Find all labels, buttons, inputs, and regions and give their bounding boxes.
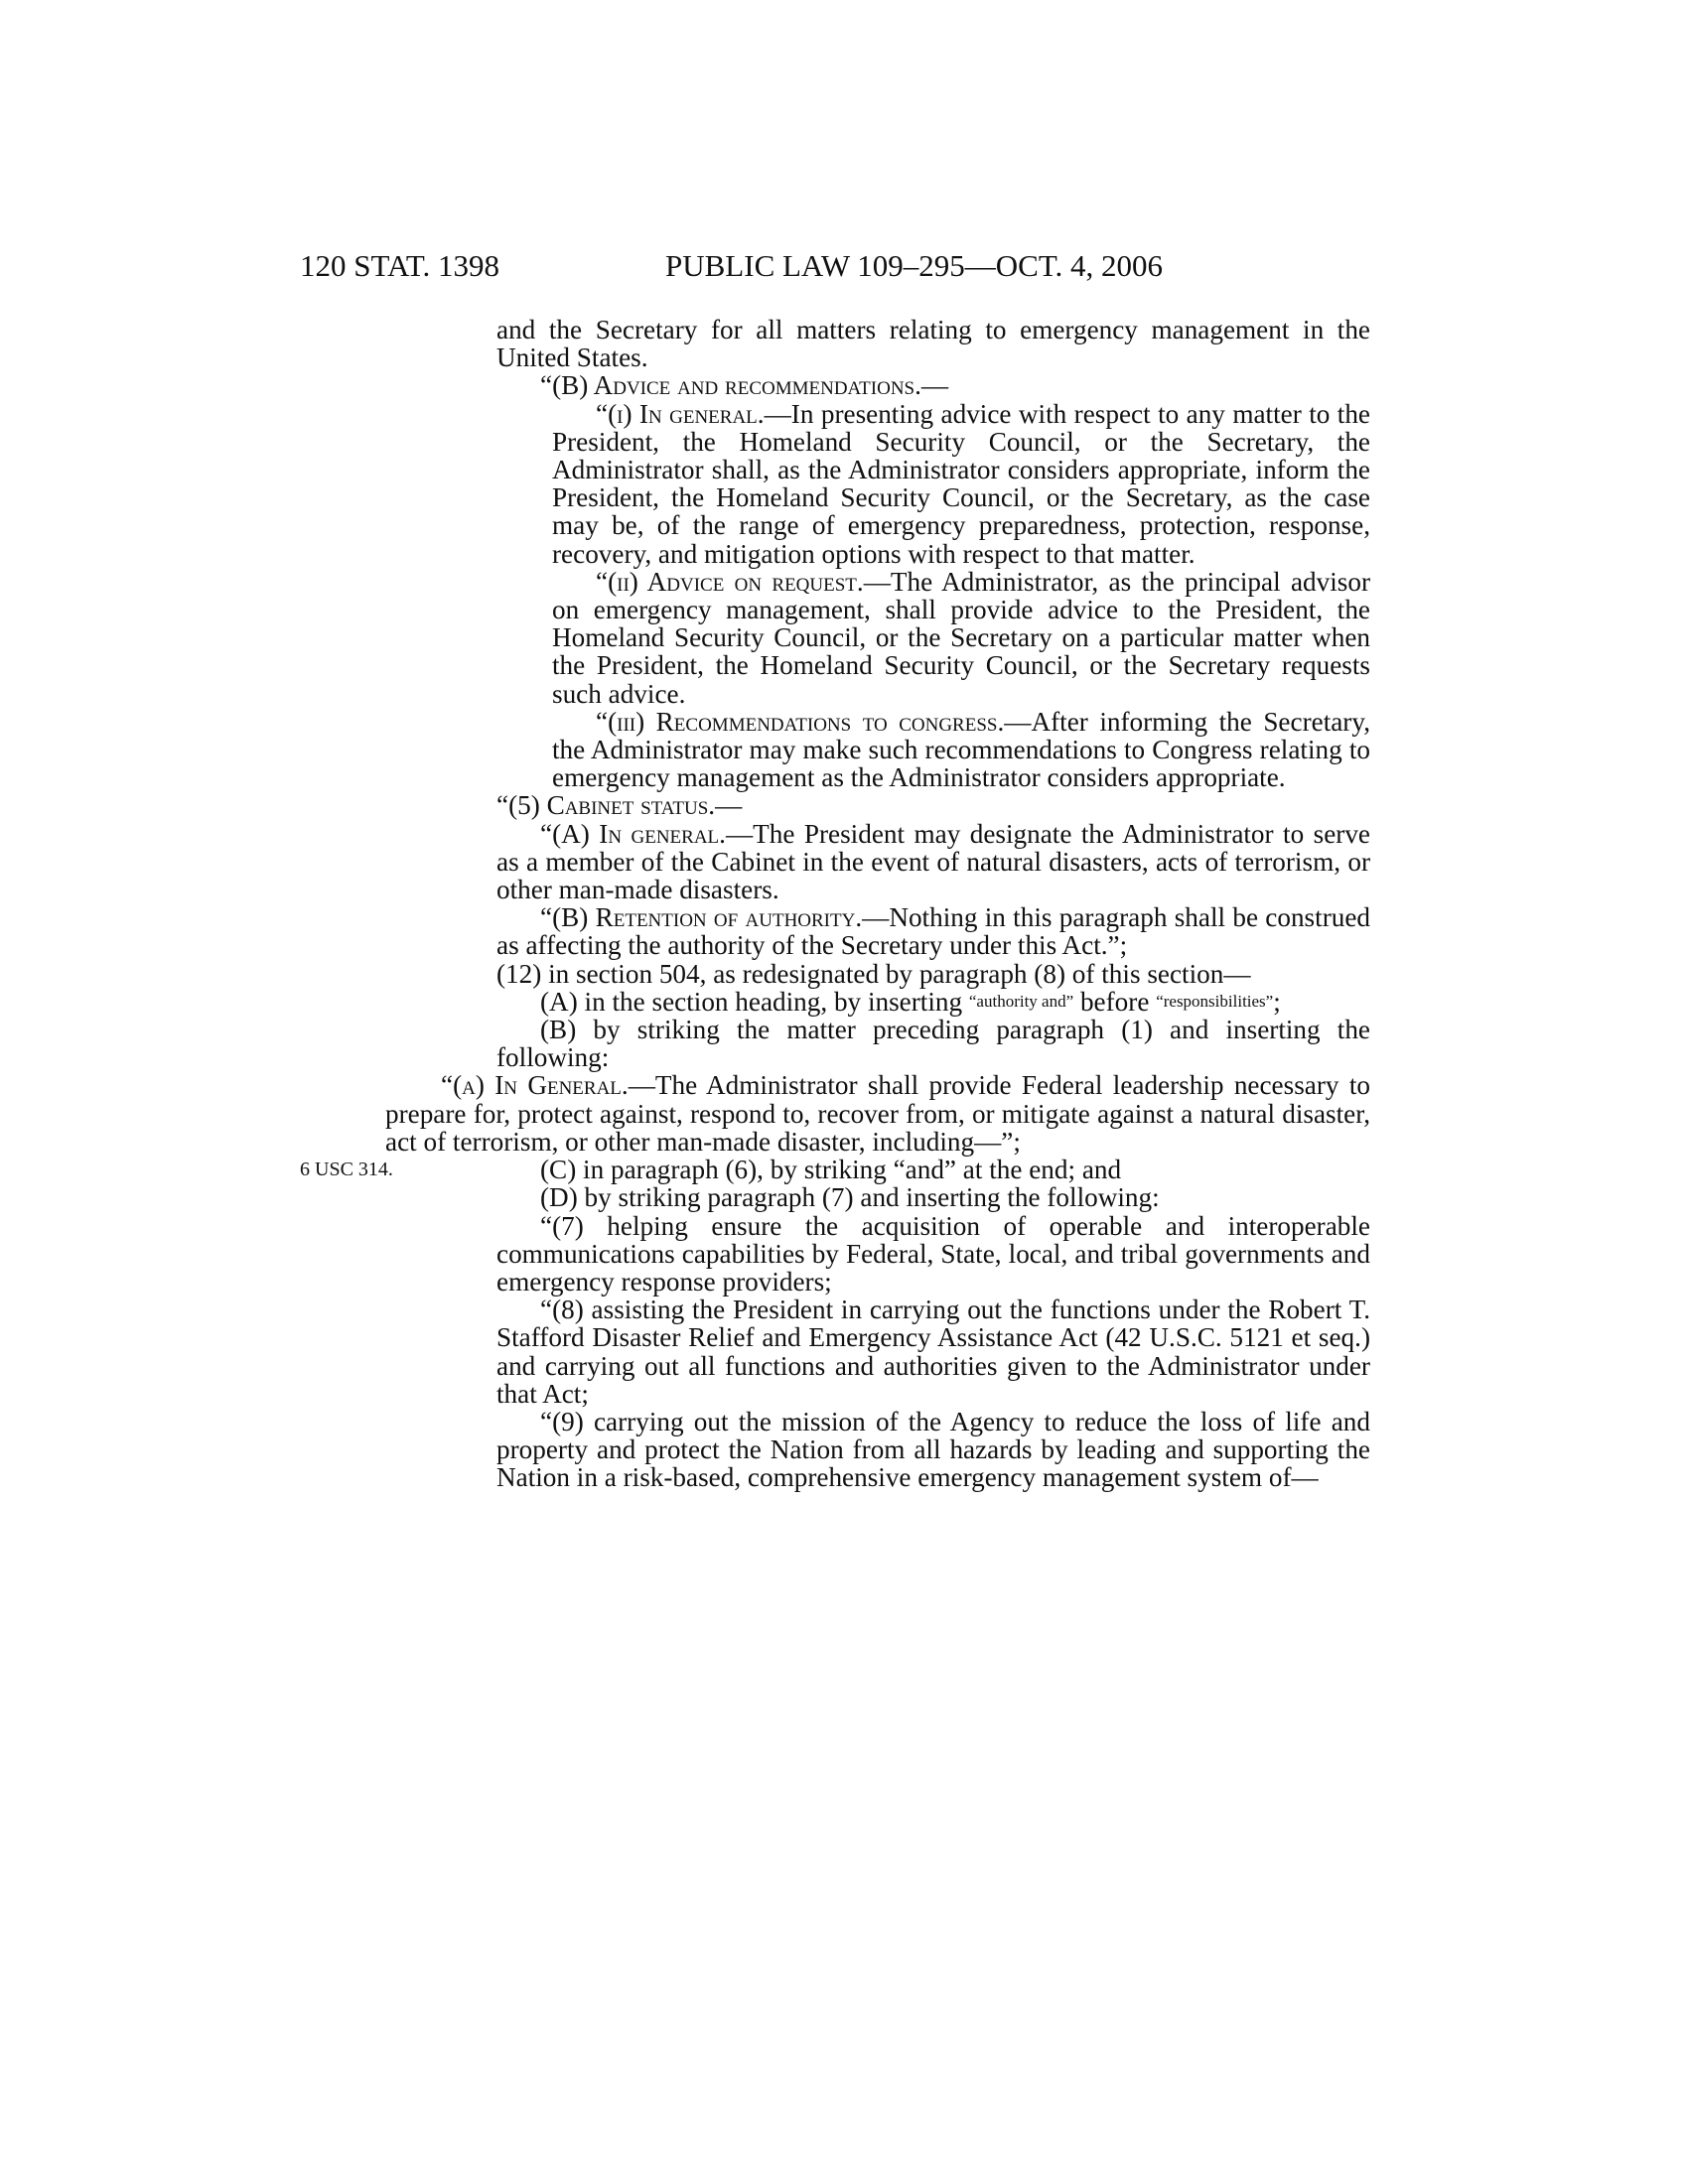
paragraph xyxy=(496,903,1370,959)
margin-citation: 6 USC 314. xyxy=(300,1159,393,1180)
paragraph xyxy=(496,988,1370,1016)
paragraph: “(9) carrying out the mission of the Agency to reduce the loss of life and property and protect the Nation from all hazards by leading and supporting the Nation in a risk-based, comprehensive emergency management system of— xyxy=(496,1406,1370,1493)
subsection-heading xyxy=(496,371,1370,399)
paragraph: (B) by striking the matter preceding paragraph (1) and inserting the following: xyxy=(496,1015,1370,1073)
paragraph xyxy=(496,400,1370,568)
clause-heading: “(A) In general. xyxy=(540,818,726,849)
clause-body: —The Administrator shall provide Federal leadership necessary to prepare for, protect against, respond to, recover from, or mitigate against a natural disaster, act of terrorism, or other man-made disaster, including—”; xyxy=(385,1070,1370,1157)
paragraph: (D) by striking paragraph (7) and inserting the following: xyxy=(540,1182,1160,1213)
clause-heading: “(ii) Advice on request. xyxy=(596,566,864,597)
heading-text: “(5) Cabinet status.— xyxy=(496,790,743,821)
clause-body: —After informing the Secretary, the Administrator may make such recommendations to Congress relating to emergency management as the Administrator considers appropriate. xyxy=(552,706,1370,793)
clause-heading: “(i) In general. xyxy=(596,398,765,429)
clause-heading: “(a) In General. xyxy=(441,1070,629,1101)
paragraph xyxy=(496,568,1370,708)
quoted-term: “authority and” xyxy=(968,991,1074,1011)
paragraph: “(8) assisting the President in carrying out the functions under the Robert T. Stafford Disaster Relief and Emergency Assistance Act (42 U.S.C. 5121 et seq.) and carrying out all functions and authorities given to the Administrator under that Act; xyxy=(496,1295,1370,1409)
running-header: PUBLIC LAW 109–295—OCT. 4, 2006 xyxy=(665,248,1163,283)
paragraph: (C) in paragraph (6), by striking “and” at the end; and xyxy=(540,1155,1122,1185)
document-body xyxy=(385,315,1371,1493)
paragraph: (12) in section 504, as redesignated by paragraph (8) of this section— xyxy=(496,958,1251,989)
paragraph xyxy=(385,1071,1370,1156)
text-run: (A) in the section heading, by inserting xyxy=(540,986,969,1017)
paragraph: and the Secretary for all matters relating to emergency management in the United States. xyxy=(496,315,1370,373)
text-run: ; xyxy=(1273,986,1281,1017)
text-run: before xyxy=(1073,986,1157,1017)
clause-body: —Nothing in this paragraph shall be construed as affecting the authority of the Secretary under this Act.”; xyxy=(496,902,1371,961)
quoted-term: “responsibilities” xyxy=(1156,991,1274,1011)
clause-body: —The Administrator, as the principal advisor on emergency management, shall provide advice to the President, the Homeland Security Council, or the Secretary on a particular matter when the President, the Homeland Security Council, or the Secretary requests such advice. xyxy=(552,566,1370,709)
clause-body: —In presenting advice with respect to any matter to the President, the Homeland Security Council, or the Secretary, the Administrator shall, as the Administrator considers appropriate, inform the President, the Homeland Security Council, or the Secretary, as the case may be, of the range of emergency preparedness, protection, response, recovery, and mitigation options with respect to that matter. xyxy=(552,398,1370,569)
paragraph xyxy=(496,820,1370,904)
paragraph: “(7) helping ensure the acquisition of operable and interoperable communications capabilities by Federal, State, local, and tribal governments and emergency response providers; xyxy=(496,1210,1370,1297)
heading-text: “(B) Advice and recommendations.— xyxy=(540,370,949,401)
subsection-heading xyxy=(496,791,1370,819)
statute-page-number: 120 STAT. 1398 xyxy=(300,248,500,283)
paragraph xyxy=(496,708,1370,792)
clause-heading: “(B) Retention of authority. xyxy=(540,902,863,933)
clause-heading: “(iii) Recommendations to congress. xyxy=(596,706,1005,737)
clause-body: —The President may designate the Administrator to serve as a member of the Cabinet in the event of natural disasters, acts of terrorism, or other man-made disasters. xyxy=(496,818,1370,905)
